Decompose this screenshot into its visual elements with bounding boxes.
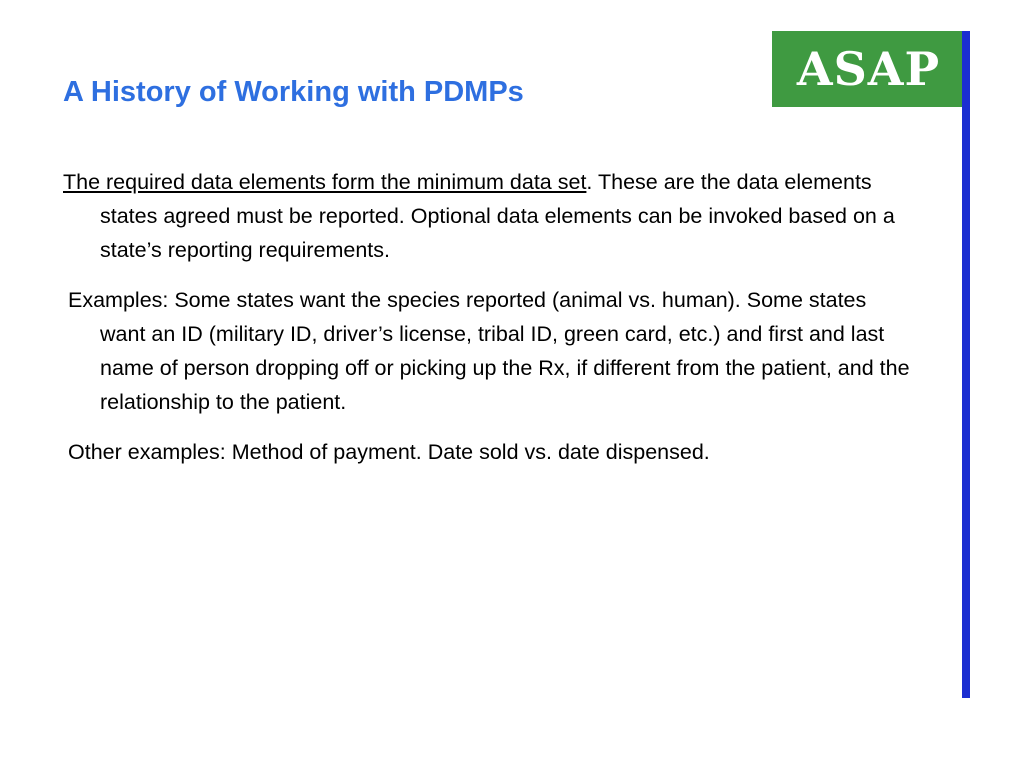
slide-body bbox=[63, 165, 913, 485]
minimum-data-set-rest: . These are the data elements states agreed must be reported. Optional data elements can be invoked based on a state’s reporting requirements. bbox=[100, 170, 895, 262]
paragraph-minimum-data-set bbox=[63, 165, 913, 267]
asap-logo-text: ASAP bbox=[796, 42, 941, 96]
minimum-data-set-lead: The required data elements form the minimum data set bbox=[63, 170, 587, 194]
paragraph-other-examples: Other examples: Method of payment. Date sold vs. date dispensed. bbox=[68, 440, 710, 464]
slide-title: A History of Working with PDMPs bbox=[63, 76, 524, 108]
asap-logo bbox=[772, 31, 965, 107]
paragraph-examples: Examples: Some states want the species reported (animal vs. human). Some states want an ID (military ID, driver’s license, tribal ID, green card, etc.) and first and last name of person dropping off or picking up the Rx, if different from the patient, and the relationship to the patient. bbox=[68, 288, 910, 414]
vertical-rule bbox=[962, 31, 970, 698]
